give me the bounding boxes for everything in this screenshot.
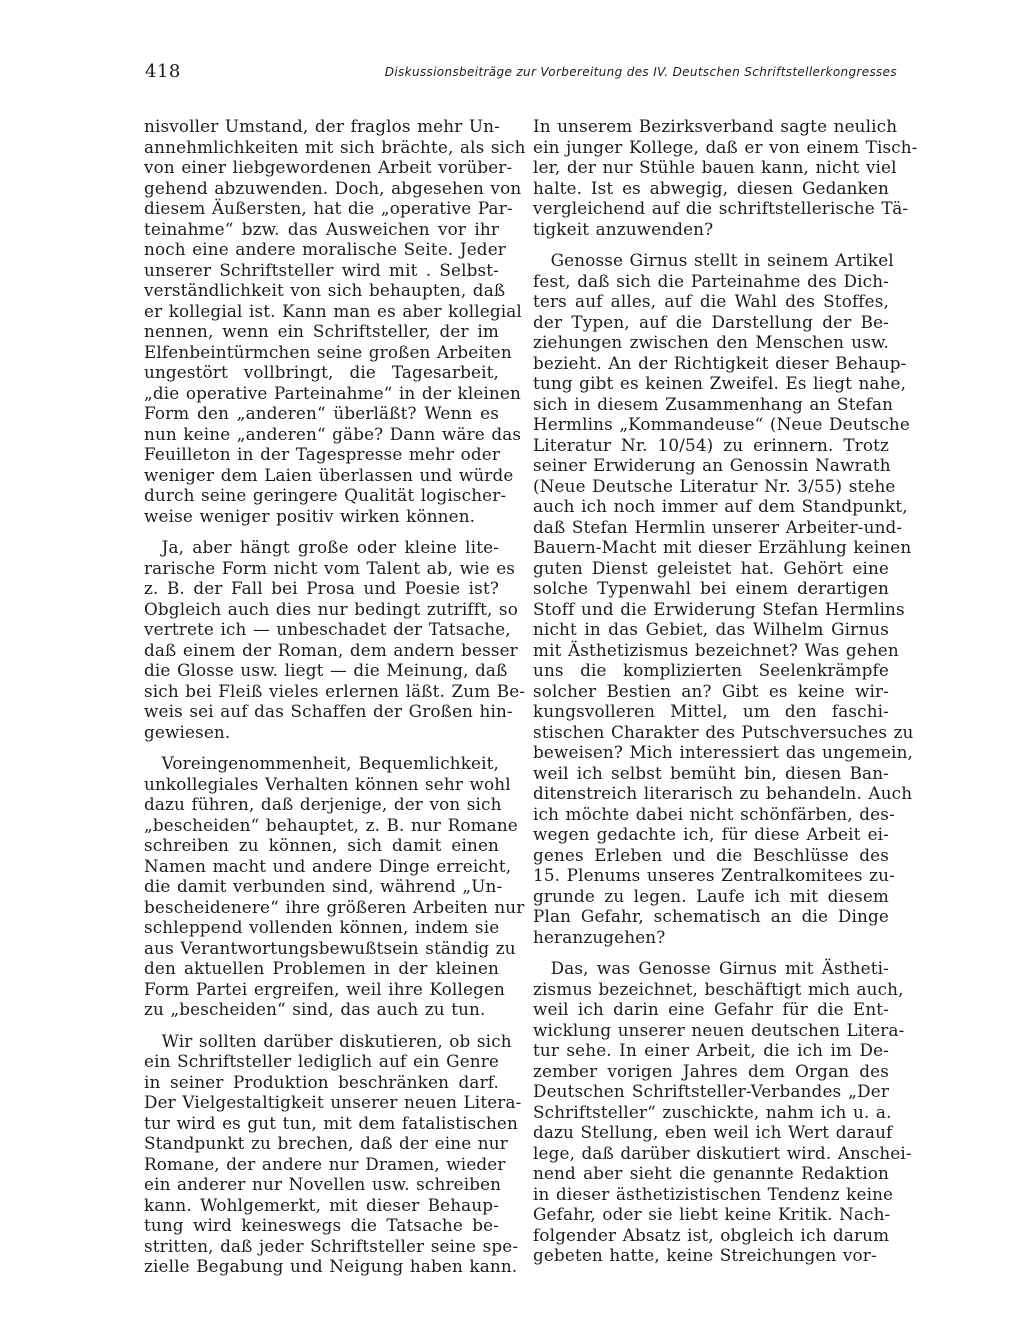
text-line: er kollegial ist. Kann man es aber kollegial (144, 300, 522, 321)
text-line: ein Schriftsteller lediglich auf ein Genre (144, 1051, 499, 1071)
text-line: Der Vielgestaltigkeit unserer neuen Litera- (144, 1092, 522, 1112)
text-line: weise weniger positiv wirken können. (144, 505, 476, 526)
text-line: gehend abzuwenden. Doch, abgesehen von (144, 177, 522, 198)
text-line: weniger dem Laien überlassen und würde (144, 464, 514, 485)
running-title: Diskussionsbeiträge zur Vorbereitung des IV. Deutschen Schriftstellerkongresses (384, 65, 897, 79)
text-line: tung wird keineswegs die Tatsache be- (144, 1215, 499, 1235)
text-line: diesem Äußersten, hat die „operative Par- (144, 198, 513, 218)
page-number: 418 (145, 61, 181, 82)
text-line: Form Partei ergreifen, weil ihre Kollegen (144, 978, 505, 999)
text-line: halte. Ist es abwegig, diesen Gedanken (533, 177, 889, 198)
text-line: wicklung unserer neuen deutschen Litera- (533, 1019, 905, 1040)
text-line: der Typen, auf die Darstellung der Be- (533, 311, 889, 332)
text-line: Das, was Genosse Girnus mit Ästheti- (550, 958, 889, 978)
text-line: seiner Erwiderung an Genossin Nawrath (533, 455, 891, 475)
text-line: ein junger Kollege, daß er von einem Tisch- (533, 136, 918, 157)
text-line: den aktuellen Problemen in der kleinen (144, 958, 499, 978)
text-line: guten Dienst geleistet hat. Gehört eine (533, 557, 889, 578)
text-line: weis sei auf das Schaffen der Großen hin- (144, 701, 513, 721)
text-line: daß einem der Roman, dem andern besser (144, 639, 518, 660)
paragraph (144, 1030, 522, 1277)
text-line: ler, der nur Stühle bauen kann, nicht viel (533, 157, 897, 177)
text-line: lege, daß darüber diskutiert wird. Anschei- (533, 1142, 912, 1163)
text-line: Stoff und die Erwiderung Stefan Hermlins (533, 598, 905, 619)
text-line: Form den „anderen“ überläßt? Wenn es (144, 403, 499, 423)
text-line: fest, daß sich die Parteinahme des Dich- (533, 270, 889, 291)
text-line: gebeten hatte, keine Streichungen vor- (533, 1245, 877, 1265)
text-line: die Glosse usw. liegt — die Meinung, daß (144, 660, 508, 680)
text-line: ich möchte dabei nicht schönfärben, des- (533, 803, 895, 824)
text-line: unkollegiales Verhalten können sehr wohl (144, 773, 511, 794)
text-line: noch eine andere moralische Seite. Jeder (144, 239, 506, 259)
text-line: teinahme“ bzw. das Ausweichen vor ihr (144, 218, 499, 239)
text-line: Deutschen Schriftsteller-Verbandes „Der (533, 1081, 889, 1101)
text-line: bescheidenere“ ihre größeren Arbeiten nur (144, 896, 525, 917)
text-line: kungsvolleren Mittel, um den faschi- (533, 701, 889, 721)
text-line: annehmlichkeiten mit sich brächte, als sich (144, 136, 526, 157)
paragraph (533, 250, 914, 947)
text-line: weil ich selbst bemüht bin, diesen Ban- (533, 762, 889, 783)
text-line: Genosse Girnus stellt in seinem Artikel (550, 250, 894, 270)
text-line: vertrete ich — unbeschadet der Tatsache, (144, 619, 511, 639)
text-line: „bescheiden“ behauptet, z. B. nur Romane (144, 814, 518, 835)
text-line: tung gibt es keinen Zweifel. Es liegt nahe, (533, 373, 907, 393)
text-line: Gefahr, oder sie liebt keine Kritik. Nach- (533, 1204, 891, 1224)
text-line: durch seine geringere Qualität logischer- (144, 485, 507, 505)
text-line: heranzugehen? (533, 926, 666, 947)
text-line: daß Stefan Hermlin unserer Arbeiter-und- (533, 516, 903, 537)
text-line: zember vorigen Jahres dem Organ des (533, 1060, 889, 1081)
text-line: verständlichkeit von sich behaupten, daß (144, 280, 506, 300)
text-line: Bauern-Macht mit dieser Erzählung keinen (533, 537, 912, 557)
text-line: unserer Schriftsteller wird mit . Selbst- (144, 259, 499, 280)
text-line: dazu Stellung, eben weil ich Wert darauf (533, 1122, 893, 1142)
text-line: nend aber sieht die genannte Redaktion (533, 1163, 889, 1183)
paragraph (533, 116, 918, 239)
text-line: ungestört vollbringt, die Tagesarbeit, (144, 362, 499, 382)
text-line: ein anderer nur Novellen usw. schreiben (144, 1174, 502, 1194)
text-line: rarische Form nicht vom Talent ab, wie es (144, 557, 516, 578)
text-line: auch ich noch immer auf dem Standpunkt, (533, 496, 908, 516)
text-line: vergleichend auf die schriftstellerische Tä- (533, 198, 909, 218)
text-line: aus Verantwortungsbewußtsein ständig zu (144, 937, 516, 958)
text-line: Wir sollten darüber diskutieren, ob sich (161, 1030, 512, 1051)
text-line: Feuilleton in der Tagespresse mehr oder (144, 444, 501, 464)
text-line: grunde zu legen. Laufe ich mit diesem (533, 885, 889, 906)
text-line: zismus bezeichnet, beschäftigt mich auch, (533, 978, 904, 999)
text-line: tur wird es gut tun, mit dem fatalistischen (144, 1112, 518, 1133)
text-line: Voreingenommenheit, Bequemlichkeit, (161, 753, 499, 773)
text-line: von einer liebgewordenen Arbeit vorüber- (144, 157, 513, 177)
text-line: die damit verbunden sind, während „Un- (144, 876, 503, 896)
text-line: folgender Absatz ist, obgleich ich darum (533, 1224, 890, 1245)
text-line: in dieser ästhetizistischen Tendenz keine (533, 1183, 894, 1204)
text-line: nun keine „anderen“ gäbe? Dann wäre das (144, 423, 522, 444)
text-line: sich in diesem Zusammenhang an Stefan (533, 393, 894, 414)
text-line: „die operative Parteinahme“ in der kleinen (144, 382, 521, 403)
text-line: dazu führen, daß derjenige, der von sich (144, 794, 502, 814)
text-line: wegen gedachte ich, für diese Arbeit ei- (533, 824, 889, 844)
text-line: Romane, der andere nur Dramen, wieder (144, 1153, 506, 1174)
text-line: bezieht. An der Richtigkeit dieser Behaup- (533, 352, 907, 373)
text-line: Literatur Nr. 10/54) zu erinnern. Trotz (533, 434, 889, 455)
text-line: ters auf alles, auf die Wahl des Stoffes, (533, 291, 889, 311)
text-line: schleppend vollenden können, indem sie (144, 917, 500, 937)
text-line: sich bei Fleiß vieles erlernen läßt. Zum Be- (144, 680, 526, 701)
text-line: uns die komplizierten Seelenkrämpfe (533, 660, 889, 680)
text-line: genes Erleben und die Beschlüsse des (533, 844, 889, 865)
text-line: nisvoller Umstand, der fraglos mehr Un- (144, 116, 500, 136)
text-line: stritten, daß jeder Schriftsteller seine spe- (144, 1235, 519, 1256)
page-header (145, 60, 897, 84)
right-text-column (533, 116, 918, 1266)
text-line: In unserem Bezirksverband sagte neulich (533, 116, 898, 136)
text-line: mit Ästhetizismus bezeichnet? Was gehen (533, 639, 899, 660)
left-text-column (144, 116, 526, 1277)
text-line: zielle Begabung und Neigung haben kann. (144, 1256, 518, 1276)
paragraph (533, 958, 912, 1266)
text-line: nennen, wenn ein Schriftsteller, der im (144, 321, 499, 341)
text-line: solche Typenwahl bei einem derartigen (533, 578, 889, 598)
text-line: in seiner Produktion beschränken darf. (144, 1071, 499, 1092)
text-line: zu „bescheiden“ sind, das auch zu tun. (144, 999, 486, 1019)
paragraph (144, 537, 526, 742)
text-line: Ja, aber hängt große oder kleine lite- (161, 537, 499, 557)
text-line: tur sehe. In einer Arbeit, die ich im De- (533, 1040, 889, 1060)
text-line: Schriftsteller“ zuschickte, nahm ich u. a. (533, 1101, 892, 1122)
text-line: Namen macht und andere Dinge erreicht, (144, 855, 512, 876)
text-line: solcher Bestien an? Gibt es keine wir- (533, 680, 889, 701)
text-line: weil ich darin eine Gefahr für die Ent- (533, 999, 889, 1019)
text-line: Elfenbeintürmchen seine großen Arbeiten (144, 341, 512, 362)
text-line: Obgleich auch dies nur bedingt zutrifft, so (144, 598, 518, 619)
text-line: Hermlins „Kommandeuse“ (Neue Deutsche (533, 414, 910, 434)
text-line: 15. Plenums unseres Zentralkomitees zu- (533, 865, 895, 885)
paragraph (144, 116, 526, 526)
text-line: ziehungen zwischen den Menschen usw. (533, 332, 889, 352)
paragraph (144, 753, 525, 1020)
text-line: (Neue Deutsche Literatur Nr. 3/55) stehe (533, 475, 896, 496)
text-line: gewiesen. (144, 721, 231, 742)
text-line: ditenstreich literarisch zu behandeln. Auch (533, 783, 913, 803)
text-line: stischen Charakter des Putschversuches zu (533, 721, 914, 742)
text-line: nicht in das Gebiet, das Wilhelm Girnus (533, 619, 889, 639)
text-line: z. B. der Fall bei Prosa und Poesie ist? (144, 578, 499, 598)
text-line: tigkeit anzuwenden? (533, 218, 714, 239)
text-line: schreiben zu können, sich damit einen (144, 835, 499, 855)
text-line: beweisen? Mich interessiert das ungemein, (533, 742, 914, 762)
text-line: kann. Wohlgemerkt, mit dieser Behaup- (144, 1194, 499, 1215)
text-line: Plan Gefahr, schematisch an die Dinge (533, 906, 889, 926)
text-line: Standpunkt zu brechen, daß der eine nur (144, 1133, 508, 1153)
